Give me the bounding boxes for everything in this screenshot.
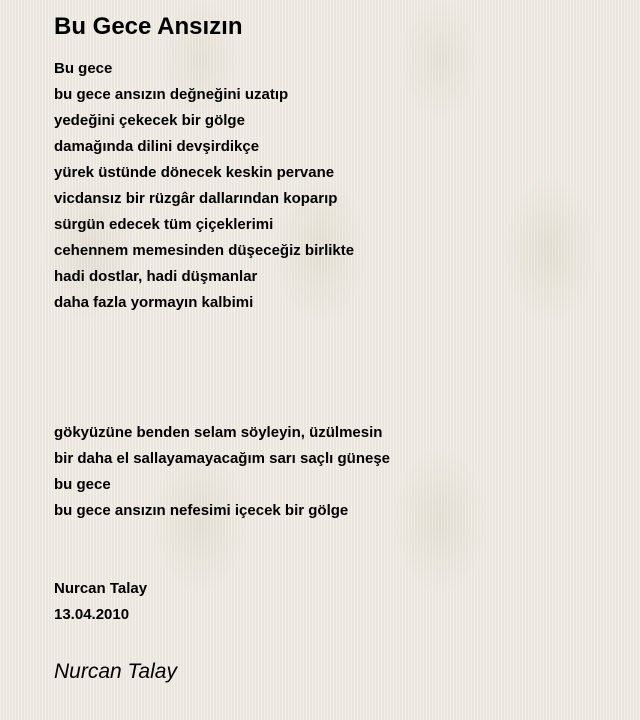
- stanza-2: [54, 420, 390, 524]
- poem-line: yedeğini çekecek bir gölge: [54, 112, 245, 129]
- poem-line: gökyüzüne benden selam söyleyin, üzülmesin: [54, 424, 383, 441]
- poem-line: hadi dostlar, hadi düşmanlar: [54, 268, 258, 285]
- poem-line: bu gece: [54, 476, 111, 493]
- poem-line: yürek üstünde dönecek keskin pervane: [54, 164, 335, 181]
- poem-line: vicdansız bir rüzgâr dallarından koparıp: [54, 190, 338, 207]
- poem-line: daha fazla yormayın kalbimi: [54, 294, 254, 311]
- poem-body: [54, 56, 390, 628]
- author-block: [54, 576, 390, 628]
- poem-line: sürgün edecek tüm çiçeklerimi: [54, 216, 274, 233]
- poem-line: bir daha el sallayamayacağım sarı saçlı güneşe: [54, 450, 391, 467]
- poem-date: 13.04.2010: [54, 606, 130, 623]
- poem-line: cehennem memesinden düşeceğiz birlikte: [54, 242, 355, 259]
- poem-title: Bu Gece Ansızın: [54, 13, 243, 40]
- poem-line: bu gece ansızın nefesimi içecek bir gölge: [54, 502, 349, 519]
- poem-line: bu gece ansızın değneğini uzatıp: [54, 86, 289, 103]
- author-name: Nurcan Talay: [54, 580, 148, 597]
- author-signature: Nurcan Talay: [54, 660, 177, 683]
- stanza-1: [54, 56, 390, 316]
- poem-line: Bu gece: [54, 60, 113, 77]
- poem-line: damağında dilini devşirdikçe: [54, 138, 260, 155]
